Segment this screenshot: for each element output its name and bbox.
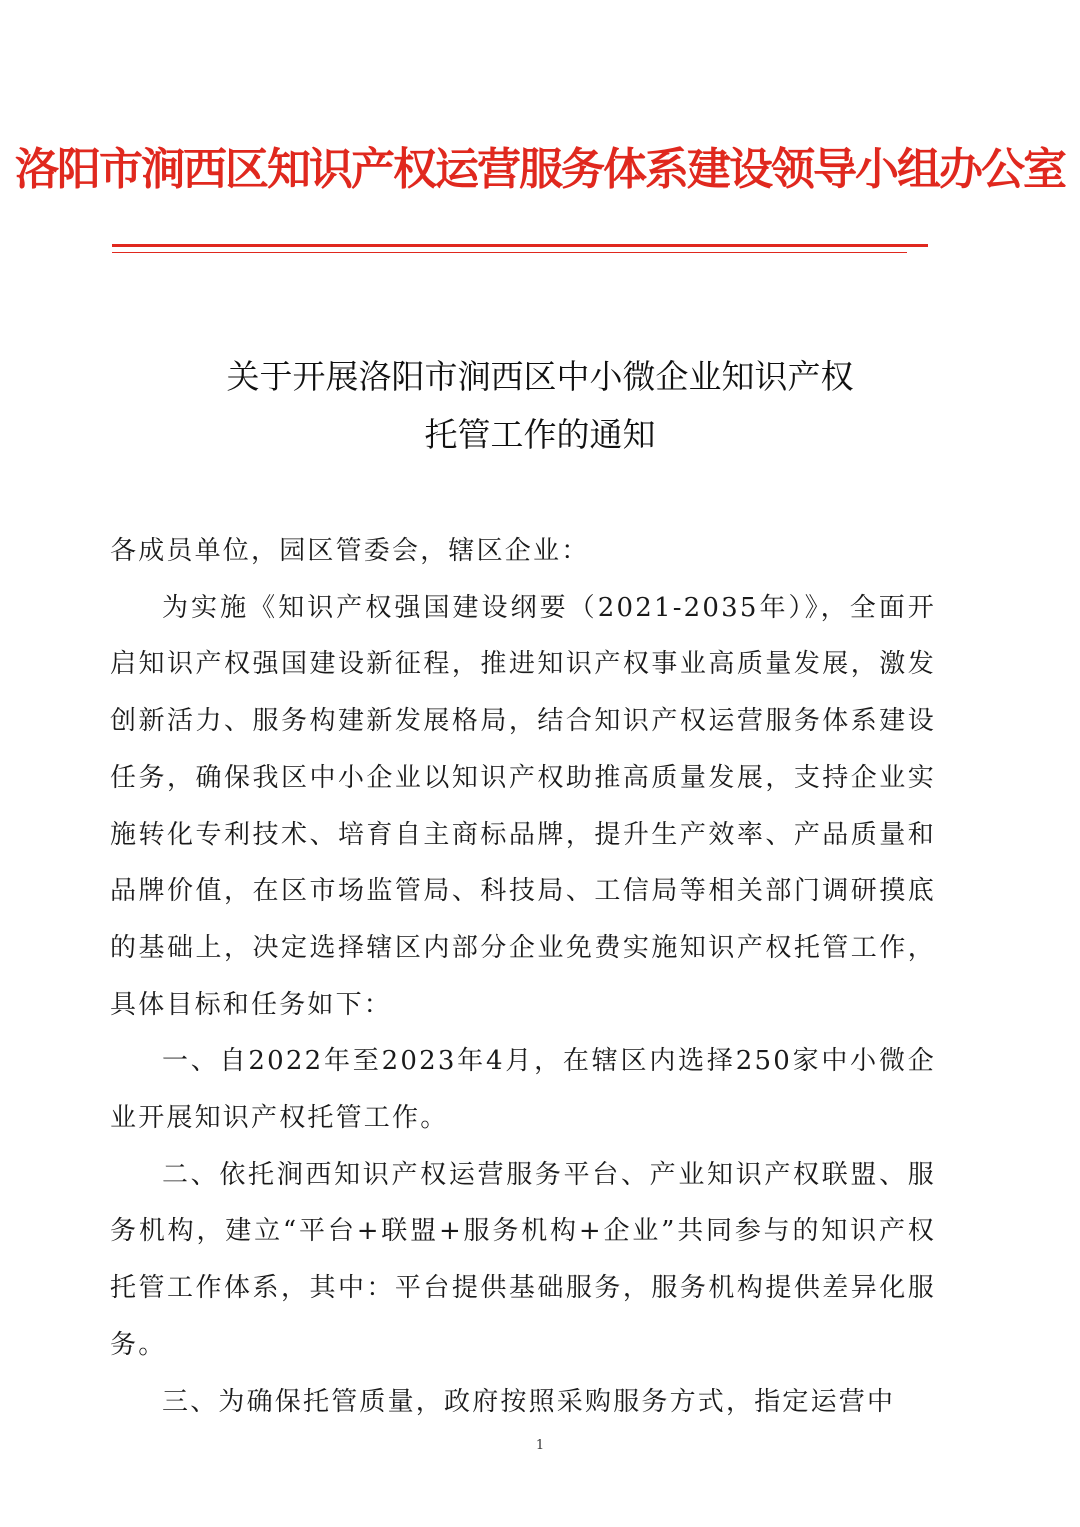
letterhead-divider-thin — [112, 252, 907, 253]
document-title-line-1: 关于开展洛阳市涧西区中小微企业知识产权 — [226, 357, 854, 396]
page-number: 1 — [535, 1438, 545, 1453]
paragraph-item-1: 一、自2022年至2023年4月，在辖区内选择250家中小微企业开展知识产权托管工作。 — [110, 1046, 936, 1134]
document-title — [0, 348, 1080, 464]
paragraph-intro: 为实施《知识产权强国建设纲要（2021-2035年）》，全面开启知识产权强国建设新征程，推进知识产权事业高质量发展，激发创新活力、服务构建新发展格局，结合知识产权运营服务体系建设任务，确保我区中小企业以知识产权助推高质量发展，支持企业实施转化专利技术、培育自主商标品牌，提升生产效率、产品质量和品牌价值，在区市场监管局、科技局、工信局等相关部门调研摸底的基础上，决定选择辖区内部分企业免费实施知识产权托管工作，具体目标和任务如下： — [110, 592, 936, 1020]
letterhead-divider-thick — [112, 244, 928, 247]
paragraph-item-2: 二、依托涧西知识产权运营服务平台、产业知识产权联盟、服务机构，建立“平台+联盟+服务机构+企业”共同参与的知识产权托管工作体系，其中：平台提供基础服务，服务机构提供差异化服务。 — [110, 1159, 936, 1360]
salutation: 各成员单位，园区管委会，辖区企业： — [110, 536, 590, 566]
document-title-line-2: 托管工作的通知 — [424, 415, 656, 454]
letterhead-organization: 洛阳市涧西区知识产权运营服务体系建设领导小组办公室 — [15, 144, 1065, 195]
paragraph-item-3: 三、为确保托管质量，政府按照采购服务方式，指定运营中 — [162, 1386, 896, 1417]
document-body — [110, 523, 936, 1430]
